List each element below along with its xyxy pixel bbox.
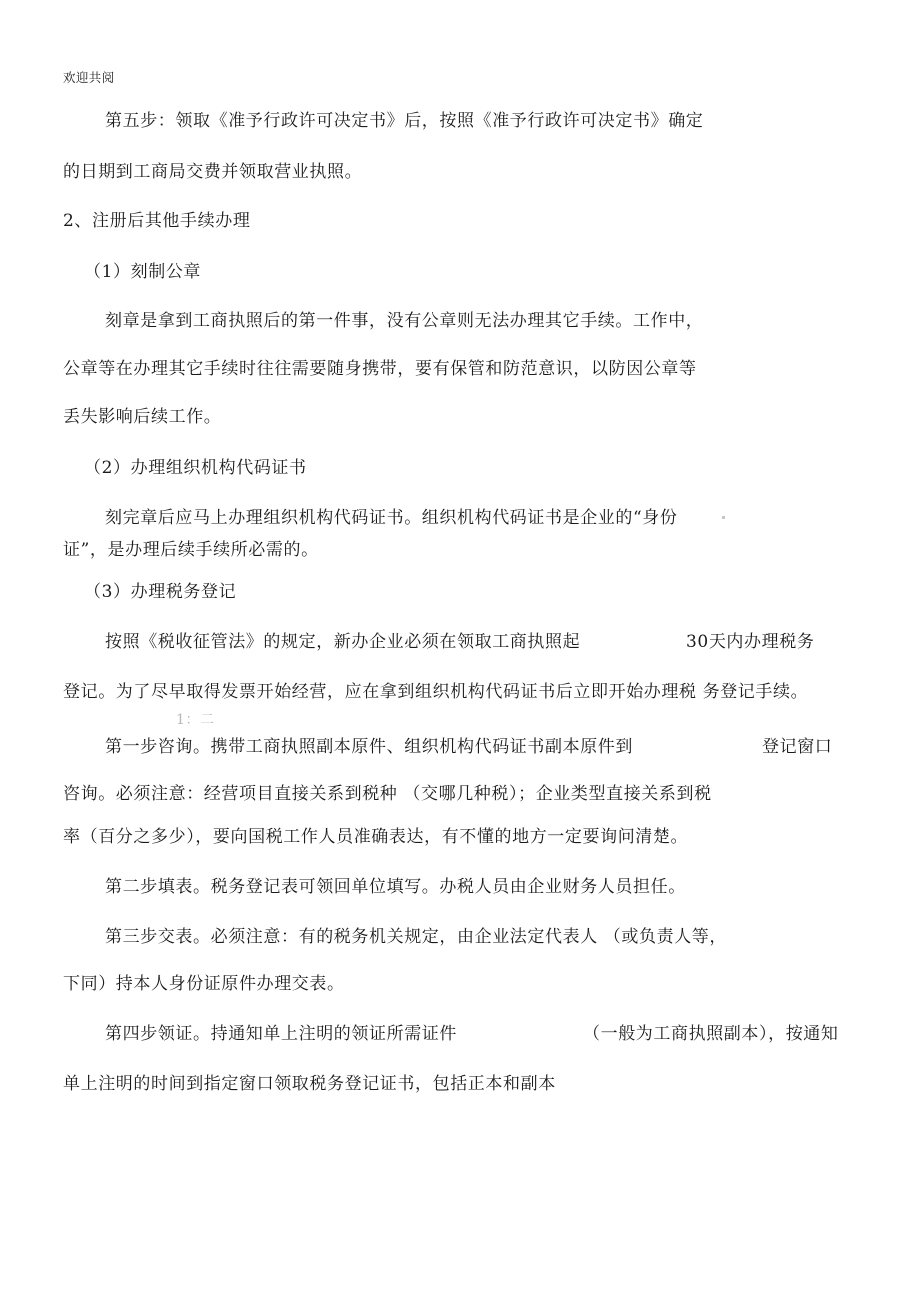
page-header: 欢迎共阅 (63, 70, 115, 85)
paragraph-line: 第二步填表。税务登记表可领回单位填写。办税人员由企业财务人员担任。 (105, 877, 686, 897)
paragraph-line: 第一步咨询。携带工商执照副本原件、组织机构代码证书副本原件到 (105, 737, 633, 757)
paragraph-line: 公章等在办理其它手续时往往需要随身携带，要有保管和防范意识，以防因公章等 (63, 359, 697, 379)
paragraph-line: 第四步领证。持通知单上注明的领证所需证件 (105, 1024, 457, 1044)
section-heading: 2、注册后其他手续办理 (63, 211, 251, 231)
paragraph-line: 按照《税收征管法》的规定，新办企业必须在领取工商执照起 (105, 632, 581, 652)
paragraph-line: 的日期到工商局交费并领取营业执照。 (63, 162, 363, 182)
paragraph-line: 率（百分之多少），要向国税工作人员准确表达，有不懂的地方一定要询问清楚。 (63, 827, 689, 847)
paragraph-line: 单上注明的时间到指定窗口领取税务登记证书，包括正本和副本 (63, 1074, 556, 1094)
scan-speck (722, 516, 725, 519)
paragraph-line: 咨询。必须注意：经营项目直接关系到税种 （交哪几种税）；企业类型直接关系到税 (63, 784, 712, 804)
paragraph-line-right: 登记窗口 (762, 737, 833, 757)
paragraph-line: 第三步交表。必须注意：有的税务机关规定，由企业法定代表人 （或负责人等， (105, 927, 728, 947)
subsection-heading: （2）办理组织机构代码证书 (84, 458, 307, 478)
subsection-heading: （3）办理税务登记 (84, 582, 237, 602)
paragraph-line-right: 30天内办理税务 (686, 632, 815, 652)
paragraph-line: 刻完章后应马上办理组织机构代码证书。组织机构代码证书是企业的“身份 (105, 508, 678, 528)
paragraph-line: 刻章是拿到工商执照后的第一件事，没有公章则无法办理其它手续。工作中， (105, 311, 704, 331)
paragraph-line: 第五步：领取《准予行政许可决定书》后，按照《准予行政许可决定书》确定 (105, 111, 704, 131)
paragraph-line: 下同）持本人身份证原件办理交表。 (63, 974, 345, 994)
paragraph-line: 证”，是办理后续手续所必需的。 (63, 540, 319, 560)
paragraph-line-right: （一般为工商执照副本），按通知 (583, 1024, 839, 1044)
subsection-heading: （1）刻制公章 (84, 262, 202, 282)
faint-scan-mark: 1：二 (176, 712, 215, 728)
paragraph-line: 登记。为了尽早取得发票开始经营，应在拿到组织机构代码证书后立即开始办理税 务登记手续。 (63, 682, 809, 702)
paragraph-line: 丢失影响后续工作。 (63, 407, 222, 427)
